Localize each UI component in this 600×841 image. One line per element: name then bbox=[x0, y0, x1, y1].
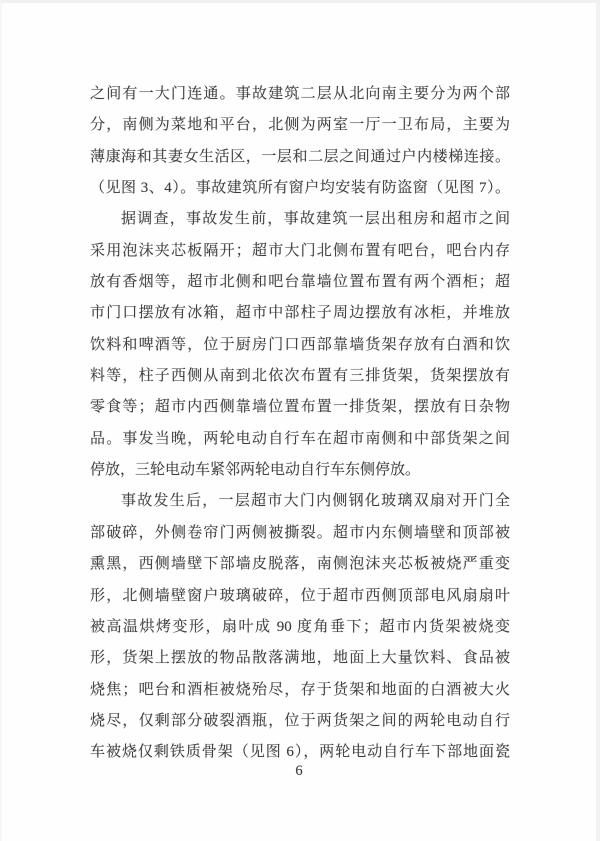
text-line: 停放，三轮电动车紧邻两轮电动自行车东侧停放。 bbox=[90, 462, 421, 479]
text-line: 熏黑，西侧墙壁下部墙皮脱落，南侧泡沫夹芯板被烧严重变 bbox=[90, 556, 510, 573]
document-text-block bbox=[90, 79, 510, 769]
text-line: 形，货架上摆放的物品散落满地，地面上大量饮料、食品被 bbox=[90, 650, 510, 667]
text-line: 烧焦；吧台和酒柜被烧殆尽，存于货架和地面的白酒被大火 bbox=[90, 681, 510, 698]
text-line: 形，北侧墙壁窗户玻璃破碎，位于超市西侧顶部电风扇扇叶 bbox=[90, 587, 510, 604]
text-line: 车被烧仅剩铁质骨架（见图 6），两轮电动自行车下部地面瓷 bbox=[90, 744, 510, 761]
text-line: 料等，柱子西侧从南到北依次布置有三排货架，货架摆放有 bbox=[90, 368, 510, 385]
text-line: 被高温烘烤变形，扇叶成 90 度角垂下；超市内货架被烧变 bbox=[90, 618, 510, 635]
text-line: 薄康海和其妻女生活区，一层和二层之间通过户内楼梯连接。 bbox=[90, 148, 510, 165]
text-line: 分，南侧为菜地和平台，北侧为两室一厅一卫布局，主要为 bbox=[90, 117, 510, 134]
text-line: 市门口摆放有冰箱，超市中部柱子周边摆放有冰柜，并堆放 bbox=[90, 305, 510, 322]
text-line: 采用泡沫夹芯板隔开；超市大门北侧布置有吧台，吧台内存 bbox=[90, 242, 510, 259]
text-line: 烧尽，仅剩部分破裂酒瓶，位于两货架之间的两轮电动自行 bbox=[90, 712, 510, 729]
text-line: 放有香烟等，超市北侧和吧台靠墙位置布置有两个酒柜；超 bbox=[90, 274, 510, 291]
text-line: 饮料和啤酒等，位于厨房门口西部靠墙货架存放有白酒和饮 bbox=[90, 336, 510, 353]
text-line: （见图 3、4）。事故建筑所有窗户均安装有防盗窗（见图 7）。 bbox=[90, 180, 510, 197]
text-line: 之间有一大门连通。事故建筑二层从北向南主要分为两个部 bbox=[90, 86, 510, 102]
text-line: 品。事发当晚，两轮电动自行车在超市南侧和中部货架之间 bbox=[90, 430, 510, 447]
text-line: 零食等；超市内西侧靠墙位置布置一排货架，摆放有日杂物 bbox=[90, 399, 510, 416]
text-line: 事故发生后，一层超市大门内侧钢化玻璃双扇对开门全 bbox=[121, 493, 510, 510]
text-line: 据调查，事故发生前，事故建筑一层出租房和超市之间 bbox=[121, 211, 510, 228]
page-number-label: 6 bbox=[295, 763, 303, 779]
text-line: 部破碎，外侧卷帘门两侧被撕裂。超市内东侧墙壁和顶部被 bbox=[90, 524, 510, 541]
